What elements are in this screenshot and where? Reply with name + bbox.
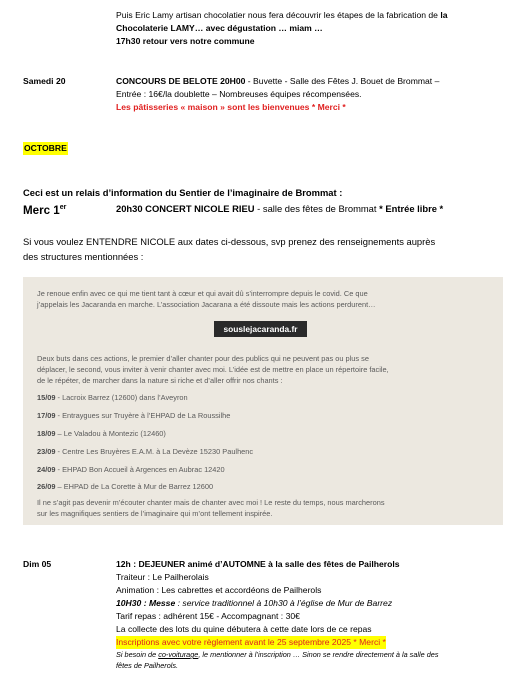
event-date-samedi-20: Samedi 20: [23, 76, 66, 86]
month-header: OCTOBRE: [24, 143, 67, 153]
event-concert-line: 20h30 CONCERT NICOLE RIEU - salle des fêtes de Brommat * Entrée libre *: [116, 203, 444, 214]
intro-line-1: Puis Eric Lamy artisan chocolatier nous fera découvrir les étapes de la fabrication de la: [116, 10, 448, 20]
quote-p1-line-2: j’appelais les Jacaranda en marche. L’association Jacarana a été dissoute mais les actions perdurent…: [37, 300, 376, 309]
website-link[interactable]: souslejacaranda.fr: [214, 321, 307, 337]
quote-p2-line-3: de le répéter, de marcher dans la nature si riche et d’aller offrir nos chants :: [37, 376, 283, 385]
event-dejeuner-note-line-2: fêtes de Pailherols.: [116, 661, 179, 670]
relay-heading: Ceci est un relais d’information du Sentier de l’imaginaire de Brommat :: [23, 187, 343, 198]
event-belote-line-1: CONCOURS DE BELOTE 20H00 - Buvette - Salle des Fêtes J. Bouet de Brommat –: [116, 76, 440, 86]
event-dejeuner-line-1: Traiteur : Le Pailherolais: [116, 572, 209, 582]
event-date-merc-1: Merc 1er: [23, 204, 67, 217]
event-belote-line-2: Entrée : 16€/la doublette – Nombreuses équipes récompensées.: [116, 89, 362, 99]
event-dejeuner-line-2: Animation : Les cabrettes et accordéons de Pailherols: [116, 585, 322, 595]
event-dejeuner-note-line-1: Si besoin de co-voiturage, le mentionner à l’inscription … Sinon se rendre directement à la salle des: [116, 650, 439, 659]
date-list-item: 18/09 – Le Valadou à Montezic (12460): [37, 429, 166, 438]
event-dejeuner-title: 12h : DEJEUNER animé d’AUTOMNE à la salle des fêtes de Pailherols: [116, 559, 400, 569]
quote-p3-line-1: Il ne s’agit pas devenir m’écouter chanter mais de chanter avec moi ! Le reste du temps, nous marcherons: [37, 498, 385, 507]
event-belote-line-3: Les pâtisseries « maison » sont les bienvenues * Merci *: [116, 102, 346, 112]
relay-para-line-2: des structures mentionnées :: [23, 251, 144, 262]
date-list-item: 26/09 – EHPAD de La Corette à Mur de Barrez 12600: [37, 482, 214, 491]
event-dejeuner-deadline: Inscriptions avec votre règlement avant le 25 septembre 2025 * Merci *: [116, 637, 386, 647]
quote-p2-line-1: Deux buts dans ces actions, le premier d’aller chanter pour des publics qui ne peuvent pas ou plus se: [37, 354, 369, 363]
event-dejeuner-line-5: La collecte des lots du quine débutera à cette date lors de ce repas: [116, 624, 372, 634]
date-list-item: 23/09 - Centre Les Bruyères E.A.M. à La Devèze 15230 Paulhenc: [37, 447, 254, 456]
quote-p2-line-2: déplacer, le second, vous inviter à venir chanter avec moi. L’idée est de mettre en place un répertoire facile,: [37, 365, 389, 374]
nicole-rieu-quote-box: [23, 277, 503, 525]
event-dejeuner-line-3: 10H30 : Messe : service traditionnel à 10h30 à l’église de Mur de Barrez: [116, 598, 393, 608]
date-list-item: 15/09 - Lacroix Barrez (12600) dans l’Aveyron: [37, 393, 188, 402]
date-list-item: 17/09 - Entraygues sur Truyère à l’EHPAD de La Roussilhe: [37, 411, 231, 420]
intro-line-3: 17h30 retour vers notre commune: [116, 36, 255, 46]
relay-para-line-1: Si vous voulez ENTENDRE NICOLE aux dates ci-dessous, svp prenez des renseignements auprès: [23, 236, 436, 247]
event-date-dim-05: Dim 05: [23, 559, 52, 569]
intro-line-2: Chocolaterie LAMY… avec dégustation … miam …: [116, 23, 323, 33]
quote-p1-line-1: Je renoue enfin avec ce qui me tient tant à cœur et qui avait dû s’interrompre depuis le covid. Ce que: [37, 289, 368, 298]
quote-p3-line-2: sur les magnifiques sentiers de l’imaginaire qui m’ont tellement inspirée.: [37, 509, 273, 518]
event-dejeuner-line-4: Tarif repas : adhérent 15€ - Accompagnant : 30€: [116, 611, 300, 621]
date-list-item: 24/09 - EHPAD Bon Accueil à Argences en Aubrac 12420: [37, 465, 225, 474]
